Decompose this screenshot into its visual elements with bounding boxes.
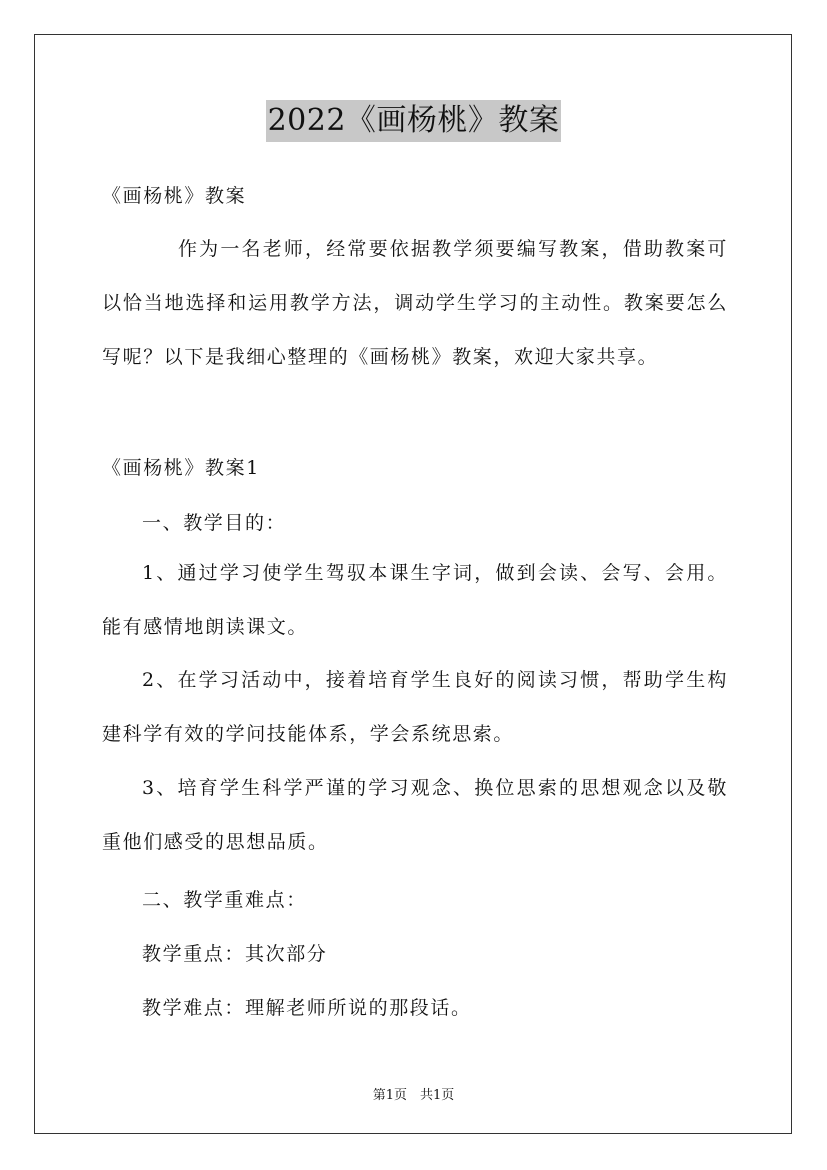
objective-3: 3、培育学生科学严谨的学习观念、换位思索的思想观念以及敬重他们感受的思想品质。 <box>102 777 728 853</box>
section-heading: 《画杨桃》教案1 <box>102 457 260 479</box>
objective-1: 1、通过学习使学生驾驭本课生字词，做到会读、会写、会用。能有感情地朗读课文。 <box>102 562 728 638</box>
objective-2: 2、在学习活动中，接着培育学生良好的阅读习惯，帮助学生构建科学有效的学问技能体系，学会系统思索。 <box>102 669 728 745</box>
document-title: 2022《画杨桃》教案 <box>266 100 562 142</box>
page-footer: 第1页 共1页 <box>372 1088 455 1103</box>
objectives-heading: 一、教学目的： <box>142 512 287 534</box>
intro-paragraph: 作为一名老师，经常要依据教学须要编写教案，借助教案可以恰当地选择和运用教学方法，调动学生学习的主动性。教案要怎么写呢？以下是我细心整理的《画杨桃》教案，欢迎大家共享。 <box>102 238 728 368</box>
title-container <box>0 100 827 142</box>
key-point: 教学重点：其次部分 <box>142 943 328 965</box>
difficult-point: 教学难点：理解老师所说的那段话。 <box>142 997 472 1019</box>
difficulties-heading: 二、教学重难点： <box>142 889 307 911</box>
document-subtitle: 《画杨桃》教案 <box>102 185 247 207</box>
